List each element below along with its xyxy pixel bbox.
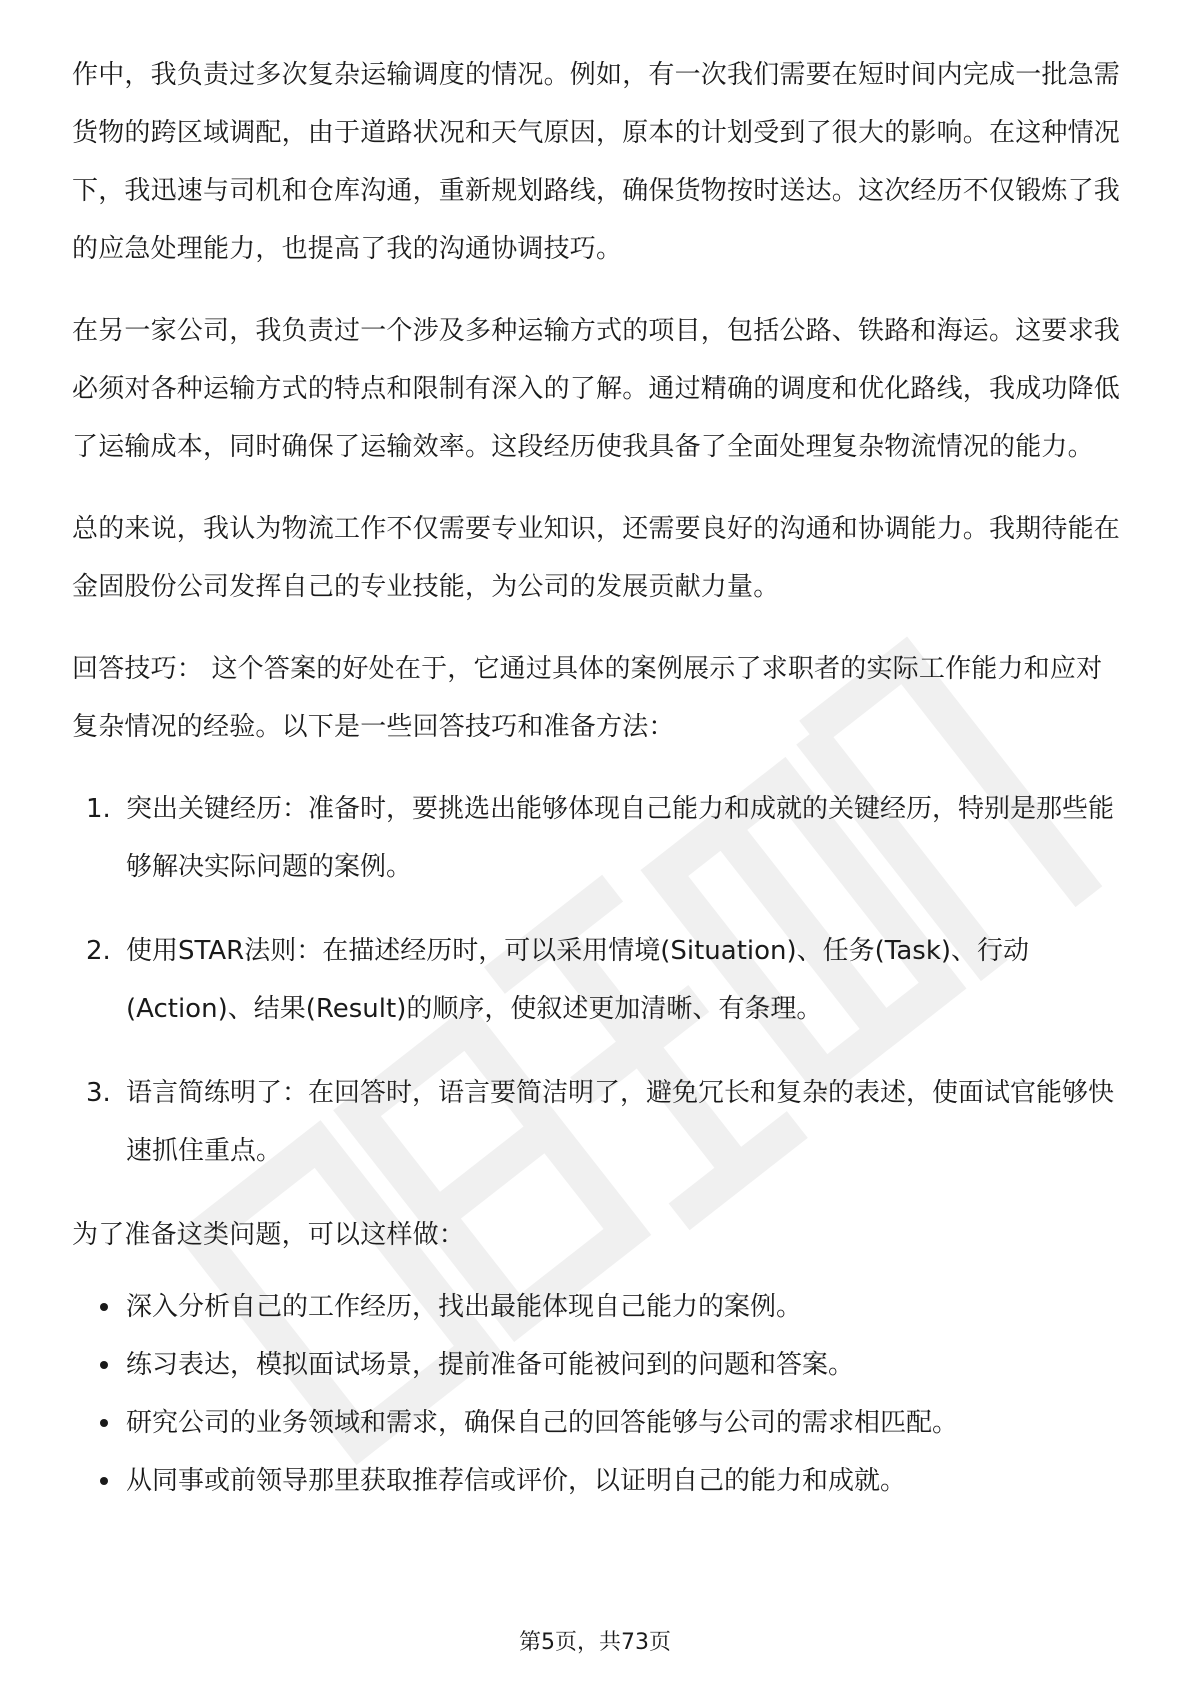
list-item xyxy=(72,780,1120,896)
list-item-text: 深入分析自己的工作经历，找出最能体现自己能力的案例。 xyxy=(126,1292,803,1322)
page-number-footer: 第5页，共73页 xyxy=(519,1630,671,1655)
bullet-dot-icon xyxy=(100,1361,108,1369)
list-item-text: 突出关键经历：准备时，要挑选出能够体现自己能力和成就的关键经历，特别是那些能够解决实际问题的案例。 xyxy=(126,794,1115,882)
list-item-number: 3. xyxy=(86,1078,111,1108)
list-item xyxy=(72,1336,1120,1394)
preparation-bullet-list xyxy=(72,1278,1120,1510)
bullet-dot-icon xyxy=(100,1303,108,1311)
list-item-text: 语言简练明了：在回答时，语言要简洁明了，避免冗长和复杂的表述，使面试官能够快速抓住重点。 xyxy=(126,1078,1115,1166)
list-item xyxy=(72,1394,1120,1452)
list-item-text: 研究公司的业务领域和需求，确保自己的回答能够与公司的需求相匹配。 xyxy=(126,1408,959,1438)
list-item-text: 使用STAR法则：在描述经历时，可以采用情境(Situation)、任务(Task)、行动(Action)、结果(Result)的顺序，使叙述更加清晰、有条理。 xyxy=(126,936,1030,1024)
list-item-number: 2. xyxy=(86,936,111,966)
paragraph-experience-multimodal: 在另一家公司，我负责过一个涉及多种运输方式的项目，包括公路、铁路和海运。这要求我必须对各种运输方式的特点和限制有深入的了解。通过精确的调度和优化路线，我成功降低了运输成本，同时确保了运输效率。这段经历使我具备了全面处理复杂物流情况的能力。 xyxy=(72,316,1121,462)
bullet-dot-icon xyxy=(100,1419,108,1427)
bullet-dot-icon xyxy=(100,1477,108,1485)
paragraph-experience-dispatch: 作中，我负责过多次复杂运输调度的情况。例如，有一次我们需要在短时间内完成一批急需货物的跨区域调配，由于道路状况和天气原因，原本的计划受到了很大的影响。在这种情况下，我迅速与司机和仓库沟通，重新规划路线，确保货物按时送达。这次经历不仅锻炼了我的应急处理能力，也提高了我的沟通协调技巧。 xyxy=(72,60,1121,264)
list-item-text: 练习表达，模拟面试场景，提前准备可能被问到的问题和答案。 xyxy=(126,1350,855,1380)
list-item xyxy=(72,1452,1120,1510)
paragraph-summary: 总的来说，我认为物流工作不仅需要专业知识，还需要良好的沟通和协调能力。我期待能在金固股份公司发挥自己的专业技能，为公司的发展贡献力量。 xyxy=(72,514,1121,602)
paragraph-answer-tips: 回答技巧： 这个答案的好处在于，它通过具体的案例展示了求职者的实际工作能力和应对复杂情况的经验。以下是一些回答技巧和准备方法： xyxy=(72,654,1103,742)
list-item-text: 从同事或前领导那里获取推荐信或评价，以证明自己的能力和成就。 xyxy=(126,1466,907,1496)
preparation-heading: 为了准备这类问题，可以这样做： xyxy=(72,1220,466,1250)
document-body xyxy=(72,46,1120,1510)
list-item xyxy=(72,1064,1120,1180)
tips-numbered-list xyxy=(72,780,1120,1180)
list-item-number: 1. xyxy=(86,794,111,824)
list-item xyxy=(72,1278,1120,1336)
list-item xyxy=(72,922,1120,1038)
